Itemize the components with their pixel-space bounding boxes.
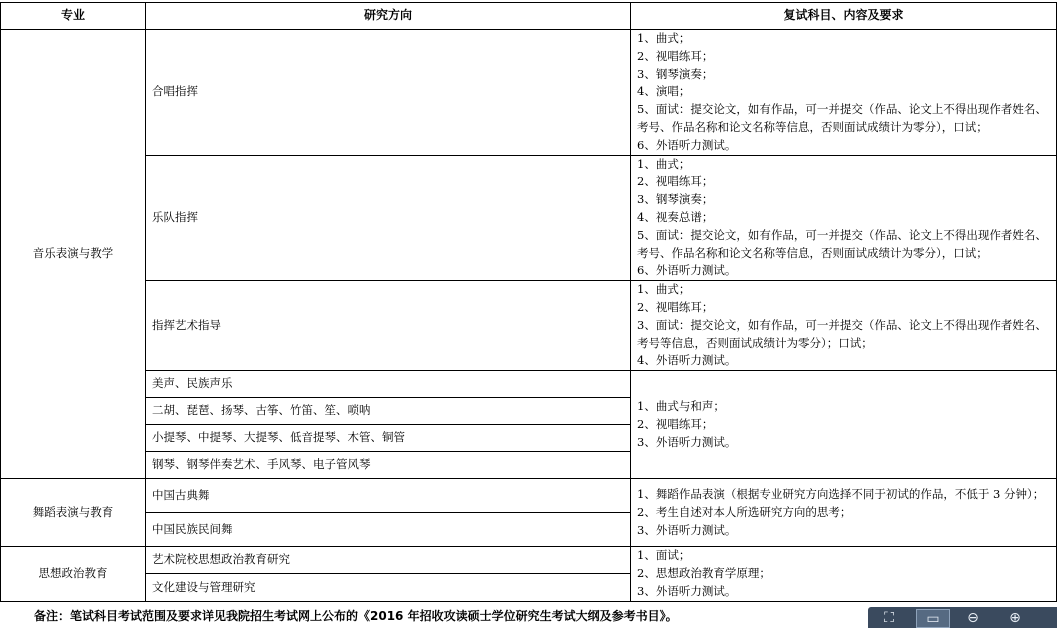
direction-cell: 中国古典舞 <box>146 479 631 513</box>
footnote: 备注：笔试科目考试范围及要求详见我院招生考试网上公布的《2016 年招收攻读硕士学位研究生考试大纲及参考书目》。 <box>34 609 678 623</box>
requirement-line: 考号等信息，否则面试成绩计为零分）；口试； <box>637 335 873 350</box>
requirement-line: 1、曲式； <box>637 156 691 171</box>
zoom-in-icon[interactable]: ⊕ <box>1009 610 1021 626</box>
header-row <box>1 3 1057 30</box>
direction-cell: 文化建设与管理研究 <box>146 574 631 601</box>
requirement-line: 考号、作品名称和论文名称等信息，否则面试成绩计为零分），口试； <box>637 245 988 260</box>
requirement-line: 2、视唱练耳； <box>637 174 714 189</box>
direction-cell: 美声、民族声乐 <box>146 371 631 398</box>
major-politics: 思想政治教育 <box>1 547 146 601</box>
requirement-line: 3、钢琴演奏； <box>637 66 714 81</box>
direction-cell: 小提琴、中提琴、大提琴、低音提琴、木管、铜管 <box>146 425 631 452</box>
header-major: 专业 <box>1 3 146 30</box>
requirement-line: 6、外语听力测试。 <box>637 263 737 278</box>
requirements-cell <box>631 30 1057 156</box>
direction-cell: 钢琴、钢琴伴奏艺术、手风琴、电子管风琴 <box>146 452 631 479</box>
direction-cell: 合唱指挥 <box>146 30 631 156</box>
requirement-line: 6、外语听力测试。 <box>637 137 737 152</box>
requirement-line: 1、曲式与和声； <box>637 398 725 413</box>
requirement-line: 3、外语听力测试。 <box>637 434 737 449</box>
requirements-cell <box>631 155 1057 281</box>
requirement-line: 4、演唱； <box>637 84 691 99</box>
requirement-line: 5、面试：提交论文，如有作品，可一并提交（作品、论文上不得出现作者姓名、 <box>637 227 1047 242</box>
requirement-line: 4、视奏总谱； <box>637 209 714 224</box>
requirements-cell <box>631 479 1057 547</box>
major-dance: 舞蹈表演与教育 <box>1 479 146 547</box>
fit-page-icon[interactable]: ⛶ <box>884 610 894 626</box>
direction-cell: 二胡、琵琶、扬琴、古筝、竹笛、笙、唢呐 <box>146 398 631 425</box>
requirement-line: 4、外语听力测试。 <box>637 353 737 368</box>
direction-cell: 艺术院校思想政治教育研究 <box>146 547 631 574</box>
requirement-line: 3、外语听力测试。 <box>637 522 737 537</box>
requirements-cell <box>631 547 1057 601</box>
direction-cell: 中国民族民间舞 <box>146 513 631 547</box>
header-direction: 研究方向 <box>146 3 631 30</box>
requirement-line: 2、考生自述对本人所选研究方向的思考； <box>637 504 852 519</box>
table-row <box>1 479 1057 513</box>
table-row <box>1 30 1057 156</box>
requirement-line: 考号、作品名称和论文名称等信息，否则面试成绩计为零分），口试； <box>637 119 988 134</box>
requirements-table <box>0 2 1057 602</box>
requirement-line: 1、舞蹈作品表演（根据专业研究方向选择不同于初试的作品，不低于 3 分钟）； <box>637 486 1045 501</box>
requirement-line: 2、视唱练耳； <box>637 299 714 314</box>
direction-cell: 乐队指挥 <box>146 155 631 281</box>
table-row <box>1 547 1057 574</box>
table-row <box>1 155 1057 281</box>
zoom-out-icon[interactable]: ⊖ <box>967 610 979 626</box>
table-row <box>1 281 1057 371</box>
header-requirements: 复试科目、内容及要求 <box>631 3 1057 30</box>
requirement-line: 3、外语听力测试。 <box>637 583 737 598</box>
requirements-cell <box>631 281 1057 371</box>
requirement-line: 2、视唱练耳； <box>637 48 714 63</box>
viewer-toolbar <box>868 607 1057 628</box>
requirement-line: 3、钢琴演奏； <box>637 192 714 207</box>
requirement-line: 2、思想政治教育学原理； <box>637 565 771 580</box>
requirement-line: 3、面试：提交论文，如有作品，可一并提交（作品、论文上不得出现作者姓名、 <box>637 317 1047 332</box>
requirements-cell <box>631 371 1057 479</box>
requirement-line: 1、面试； <box>637 548 691 563</box>
major-music: 音乐表演与教学 <box>1 30 146 479</box>
direction-cell: 指挥艺术指导 <box>146 281 631 371</box>
single-page-icon[interactable]: ▭ <box>916 609 950 628</box>
table-row <box>1 371 1057 398</box>
requirement-line: 1、曲式； <box>637 282 691 297</box>
requirement-line: 2、视唱练耳； <box>637 416 714 431</box>
requirement-line: 1、曲式； <box>637 31 691 45</box>
requirement-line: 5、面试：提交论文，如有作品，可一并提交（作品、论文上不得出现作者姓名、 <box>637 102 1047 117</box>
